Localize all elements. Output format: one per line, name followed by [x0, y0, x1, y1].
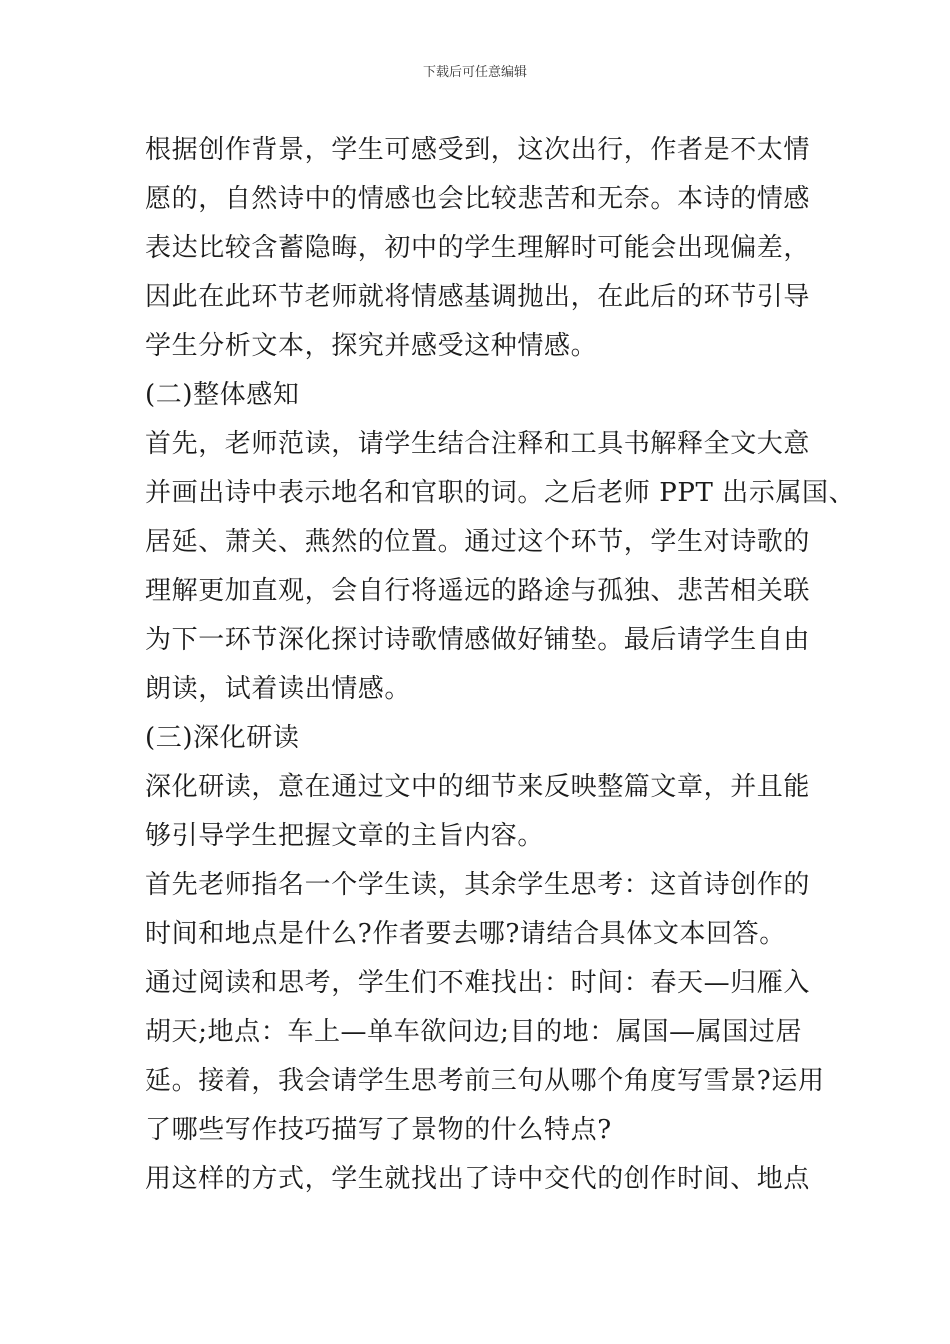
text-line: 用这样的方式，学生就找出了诗中交代的创作时间、地点	[145, 1164, 811, 1194]
text-line: 首先，老师范读，请学生结合注释和工具书解释全文大意	[145, 429, 811, 459]
text-line: 朗读，试着读出情感。	[145, 674, 412, 704]
section-heading: (三)深化研读	[145, 723, 300, 753]
text-line: 愿的，自然诗中的情感也会比较悲苦和无奈。本诗的情感	[145, 184, 811, 214]
page-header: 下载后可任意编辑	[422, 65, 527, 80]
text-line: 时间和地点是什么?作者要去哪?请结合具体文本回答。	[145, 919, 786, 949]
document-body	[145, 126, 856, 1204]
text-line: 了哪些写作技巧描写了景物的什么特点?	[145, 1115, 612, 1145]
text-line: 深化研读，意在通过文中的细节来反映整篇文章，并且能	[145, 772, 811, 802]
text-line: 首先老师指名一个学生读，其余学生思考：这首诗创作的	[145, 870, 811, 900]
text-line: 学生分析文本，探究并感受这种情感。	[145, 331, 598, 361]
text-line: 居延、萧关、燕然的位置。通过这个环节，学生对诗歌的	[145, 527, 811, 557]
text-line: 延。接着，我会请学生思考前三句从哪个角度写雪景?运用	[145, 1066, 825, 1096]
text-line: 根据创作背景，学生可感受到，这次出行，作者是不太情	[145, 135, 811, 165]
text-line: 胡天;地点：车上—单车欲问边;目的地：属国—属国过居	[145, 1017, 803, 1047]
text-line: 够引导学生把握文章的主旨内容。	[145, 821, 545, 851]
text-line: 理解更加直观，会自行将遥远的路途与孤独、悲苦相关联	[145, 576, 811, 606]
text-line: 为下一环节深化探讨诗歌情感做好铺垫。最后请学生自由	[145, 625, 811, 655]
text-line: 并画出诗中表示地名和官职的词。之后老师 PPT 出示属国、	[145, 478, 856, 508]
text-line: 表达比较含蓄隐晦，初中的学生理解时可能会出现偏差，	[145, 233, 811, 263]
text-line: 因此在此环节老师就将情感基调抛出，在此后的环节引导	[145, 282, 811, 312]
section-heading: (二)整体感知	[145, 380, 300, 410]
text-line: 通过阅读和思考，学生们不难找出：时间：春天—归雁入	[145, 968, 811, 998]
